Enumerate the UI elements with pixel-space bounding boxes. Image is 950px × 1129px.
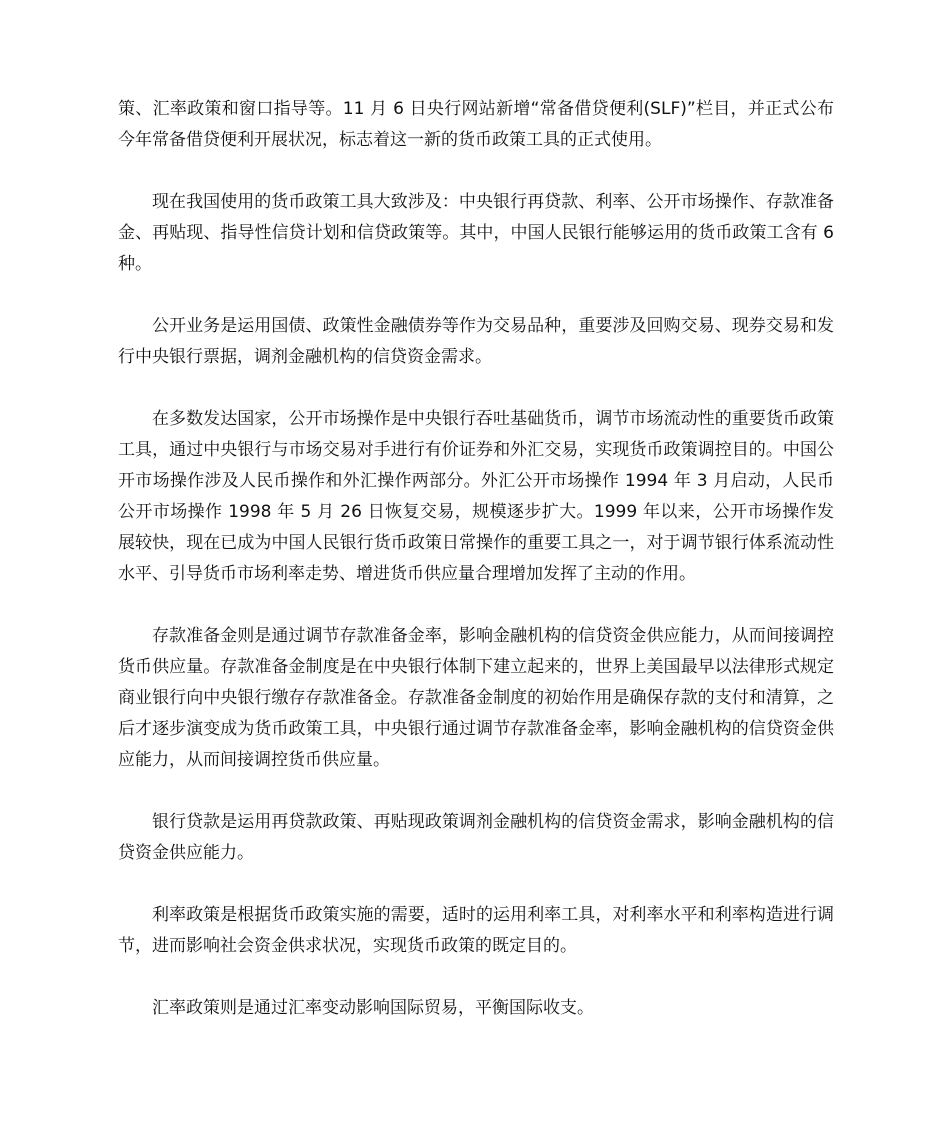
- paragraph-interest-rate-policy: 利率政策是根据货币政策实施的需要，适时的运用利率工具，对利率水平和利率构造进行调节，进而影响社会资金供求状况，实现货币政策的既定目的。: [118, 905, 834, 956]
- document-page: [118, 94, 834, 1055]
- paragraph-exchange-rate-policy: 汇率政策则是通过汇率变动影响国际贸易，平衡国际收支。: [152, 998, 594, 1018]
- paragraph-continuation: 策、汇率政策和窗口指导等。11 月 6 日央行网站新增“常备借贷便利(SLF)”栏目，并正式公布今年常备借贷便利开展状况，标志着这一新的货币政策工具的正式使用。: [118, 99, 834, 150]
- paragraph-policy-tools: 现在我国使用的货币政策工具大致涉及：中央银行再贷款、利率、公开市场操作、存款准备金、再贴现、指导性信贷计划和信贷政策等。其中，中国人民银行能够运用的货币政策工含有 6 种。: [118, 192, 834, 274]
- paragraph-open-market-operations: 在多数发达国家，公开市场操作是中央银行吞吐基础货币，调节市场流动性的重要货币政策工具，通过中央银行与市场交易对手进行有价证券和外汇交易，实现货币政策调控目的。中国公开市场操作涉及人民币操作和外汇操作两部分。外汇公开市场操作 1994 年 3 月启动，人民币公开市场操作 1998 年 5 月 26 日恢复交易，规模逐步扩大。1999 年以来，公开市场操作发展较快，现在已成为中国人民银行货币政策日常操作的重要工具之一，对于调节银行体系流动性水平、引导货币市场利率走势、增进货币供应量合理增加发挥了主动的作用。: [118, 409, 834, 584]
- paragraph-deposit-reserve: 存款准备金则是通过调节存款准备金率，影响金融机构的信贷资金供应能力，从而间接调控货币供应量。存款准备金制度是在中央银行体制下建立起来的，世界上美国最早以法律形式规定商业银行向中央银行缴存存款准备金。存款准备金制度的初始作用是确保存款的支付和清算，之后才逐步演变成为货币政策工具，中央银行通过调节存款准备金率，影响金融机构的信贷资金供应能力，从而间接调控货币供应量。: [118, 626, 834, 770]
- paragraph-open-business: 公开业务是运用国债、政策性金融债券等作为交易品种，重要涉及回购交易、现券交易和发行中央银行票据，调剂金融机构的信贷资金需求。: [118, 316, 834, 367]
- paragraph-bank-loans: 银行贷款是运用再贷款政策、再贴现政策调剂金融机构的信贷资金需求，影响金融机构的信贷资金供应能力。: [118, 812, 834, 863]
